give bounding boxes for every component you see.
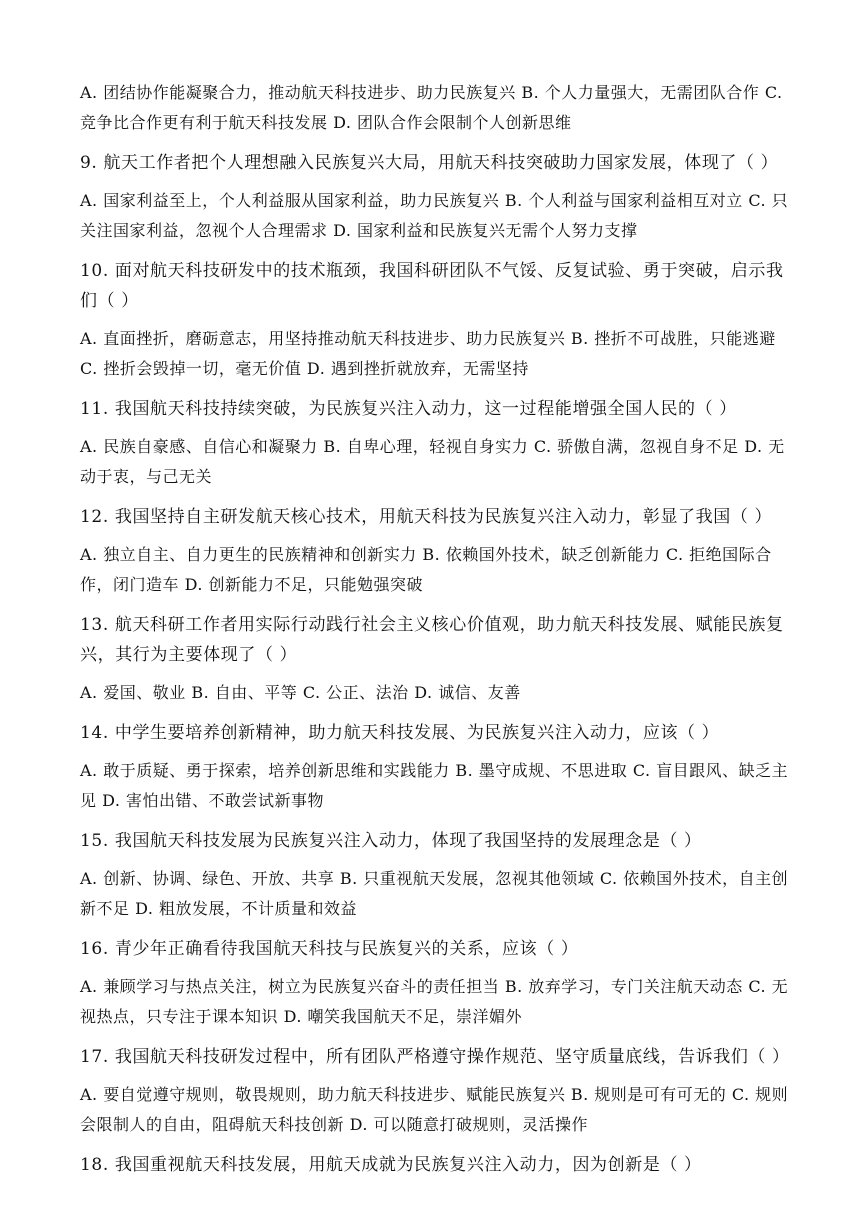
answer-options: A. 创新、协调、绿色、开放、共享 B. 只重视航天发展，忽视其他领域 C. 依赖国外技术，自主创新不足 D. 粗放发展，不计质量和效益	[80, 869, 789, 918]
question-17: 17. 我国航天科技研发过程中，所有团队严格遵守操作规范、坚守质量底线，告诉我们（ ）	[80, 1047, 790, 1067]
question-9: 9. 航天工作者把个人理想融入民族复兴大局，用航天科技突破助力国家发展，体现了（ ）	[80, 153, 779, 173]
question-16: 16. 青少年正确看待我国航天科技与民族复兴的关系，应该（ ）	[80, 939, 579, 959]
question-18: 18. 我国重视航天科技发展，用航天成就为民族复兴注入动力，因为创新是（ ）	[80, 1155, 702, 1175]
question-10: 10. 面对航天科技研发中的技术瓶颈，我国科研团队不气馁、反复试验、勇于突破，启示我们（ ）	[80, 261, 784, 311]
answer-options: A. 兼顾学习与热点关注，树立为民族复兴奋斗的责任担当 B. 放弃学习，专门关注航天动态 C. 无视热点，只专注于课本知识 D. 嘲笑我国航天不足，崇洋媚外	[80, 977, 789, 1026]
answer-options: A. 要自觉遵守规则，敬畏规则，助力航天科技进步、赋能民族复兴 B. 规则是可有可无的 C. 规则会限制人的自由，阻碍航天科技创新 D. 可以随意打破规则，灵活操作	[80, 1085, 789, 1134]
answer-options: A. 敢于质疑、勇于探索，培养创新思维和实践能力 B. 墨守成规、不思进取 C. 盲目跟风、缺乏主见 D. 害怕出错、不敢尝试新事物	[80, 761, 789, 810]
question-12: 12. 我国坚持自主研发航天核心技术，用航天科技为民族复兴注入动力，彰显了我国（ ）	[80, 507, 773, 527]
answer-options: A. 独立自主、自力更生的民族精神和创新实力 B. 依赖国外技术，缺乏创新能力 C. 拒绝国际合作，闭门造车 D. 创新能力不足，只能勉强突破	[80, 545, 772, 594]
answer-options: A. 国家利益至上，个人利益服从国家利益，助力民族复兴 B. 个人利益与国家利益相互对立 C. 只关注国家利益，忽视个人合理需求 D. 国家利益和民族复兴无需个人努力支撑	[80, 191, 789, 240]
document-page	[80, 78, 792, 1188]
question-11: 11. 我国航天科技持续突破，为民族复兴注入动力，这一过程能增强全国人民的（ ）	[80, 399, 737, 419]
answer-options: A. 团结协作能凝聚合力，推动航天科技进步、助力民族复兴 B. 个人力量强大，无需团队合作 C. 竞争比合作更有利于航天科技发展 D. 团队合作会限制个人创新思维	[80, 83, 783, 132]
answer-options: A. 民族自豪感、自信心和凝聚力 B. 自卑心理，轻视自身实力 C. 骄傲自满，忽视自身不足 D. 无动于衷，与己无关	[80, 437, 785, 486]
answer-options: A. 爱国、敬业 B. 自由、平等 C. 公正、法治 D. 诚信、友善	[80, 683, 521, 702]
question-15: 15. 我国航天科技发展为民族复兴注入动力，体现了我国坚持的发展理念是（ ）	[80, 831, 702, 851]
answer-options: A. 直面挫折，磨砺意志，用坚持推动航天科技进步、助力民族复兴 B. 挫折不可战胜，只能逃避 C. 挫折会毁掉一切，毫无价值 D. 遇到挫折就放弃，无需坚持	[80, 329, 776, 378]
question-14: 14. 中学生要培养创新精神，助力航天科技发展、为民族复兴注入动力，应该（ ）	[80, 723, 720, 743]
question-13: 13. 航天科研工作者用实际行动践行社会主义核心价值观，助力航天科技发展、赋能民族复兴，其行为主要体现了（ ）	[80, 615, 784, 665]
